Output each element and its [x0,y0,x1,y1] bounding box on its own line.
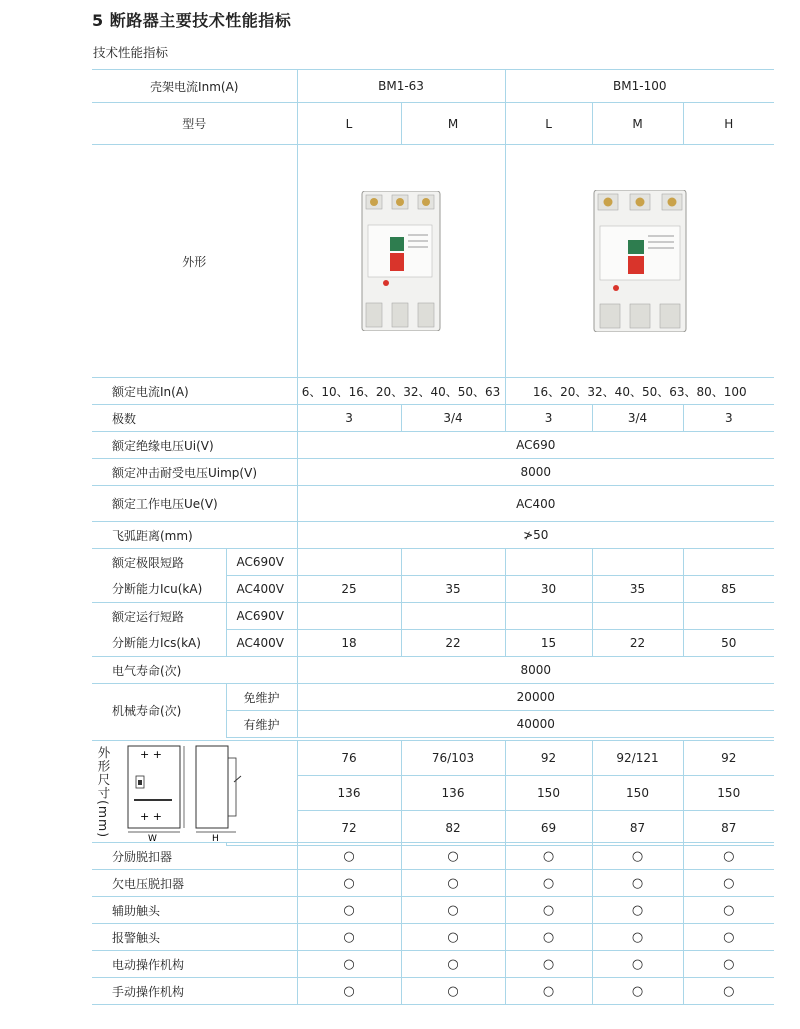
mech-life-label: 机械寿命(次) [92,684,226,738]
ics-label-1: 额定运行短路 [92,603,226,630]
drawing-w-text: W [148,834,157,842]
dim-h-cell: 69 [505,811,592,846]
empty-cell [683,549,774,576]
accessory-mark: ○ [401,951,505,978]
dim-w-cell: 76 [297,741,401,776]
accessory-mark: ○ [592,924,683,951]
mech-free-value: 20000 [297,684,774,711]
dim-h-cell: 82 [401,811,505,846]
ue-label: 额定工作电压Ue(V) [92,486,297,522]
breaker-image-bm1-63 [297,145,505,378]
empty-cell [297,549,401,576]
poles-cell: 3 [683,405,774,432]
poles-cell: 3 [297,405,401,432]
accessory-mark: ○ [297,978,401,1005]
ics-row-690 [92,603,774,630]
accessory-mark: ○ [401,897,505,924]
dimension-drawing-main [114,742,264,842]
dim-drawing-overlay [92,740,297,843]
icu-cell: 30 [505,576,592,603]
frame-bm1-63: BM1-63 [297,70,505,103]
dim-l-cell: 150 [505,776,592,811]
ui-label: 额定绝缘电压Ui(V) [92,432,297,459]
accessory-mark: ○ [505,870,592,897]
empty-cell [683,603,774,630]
uimp-value: 8000 [297,459,774,486]
spec-table [92,69,774,738]
accessory-mark: ○ [683,978,774,1005]
rated-current-label: 额定电流In(A) [92,378,297,405]
sub-title: 技术性能指标 [93,45,169,60]
dim-l-cell: 150 [592,776,683,811]
mech-maint-value: 40000 [297,711,774,738]
accessory-mark: ○ [297,924,401,951]
accessory-mark: ○ [683,897,774,924]
ics-cell: 15 [505,630,592,657]
accessory-mark: ○ [505,951,592,978]
empty-cell [505,549,592,576]
breaker-bm1-63-illustration [360,191,442,331]
ics-cell: 50 [683,630,774,657]
rated-current-row [92,378,774,405]
model-cell: M [401,103,505,145]
ue-row [92,486,774,522]
ue-value: AC400 [297,486,774,522]
icu-label-2: 分断能力Icu(kA) [112,582,203,597]
icu-row-690 [92,549,774,576]
accessory-mark: ○ [505,924,592,951]
poles-cell: 3/4 [401,405,505,432]
accessory-mark: ○ [592,897,683,924]
accessory-name: 手动操作机构 [92,978,297,1005]
elec-life-value: 8000 [297,657,774,684]
ics-ac690: AC690V [226,603,297,630]
accessory-mark: ○ [401,843,505,870]
accessory-row [92,951,774,978]
section-title: 5 断路器主要技术性能指标 [92,11,292,30]
accessory-name: 欠电压脱扣器 [92,870,297,897]
accessory-mark: ○ [683,870,774,897]
arc-label: 飞弧距离(mm) [92,522,297,549]
accessory-mark: ○ [297,870,401,897]
elec-life-row [92,657,774,684]
breaker-image-bm1-100 [505,145,774,378]
dim-l-cell: 136 [401,776,505,811]
model-cell: M [592,103,683,145]
accessory-mark: ○ [592,978,683,1005]
ics-cell: 22 [592,630,683,657]
frame-current-label: 壳架电流Inm(A) [92,70,297,103]
icu-cell: 35 [592,576,683,603]
accessory-mark: ○ [683,843,774,870]
poles-cell: 3/4 [592,405,683,432]
poles-row [92,405,774,432]
dim-h-cell: 72 [297,811,401,846]
mech-life-row-free [92,684,774,711]
accessory-row [92,843,774,870]
ics-cell: 22 [401,630,505,657]
dim-l-cell: 150 [683,776,774,811]
icu-ac400: AC400V [226,576,297,603]
accessory-mark: ○ [297,951,401,978]
empty-cell [401,603,505,630]
accessory-row [92,897,774,924]
accessory-mark: ○ [505,897,592,924]
accessory-name: 辅助触头 [92,897,297,924]
ui-value: AC690 [297,432,774,459]
svg-text:+ +: + + [140,748,162,761]
accessories-table [92,842,774,1005]
poles-cell: 3 [505,405,592,432]
arc-row [92,522,774,549]
dim-h-cell: 87 [683,811,774,846]
mech-free-label: 免维护 [226,684,297,711]
icu-label-1: 额定极限短路 [92,549,226,576]
dim-w-cell: 92 [505,741,592,776]
drawing-h-text: H [212,834,219,842]
empty-cell [592,549,683,576]
uimp-label: 额定冲击耐受电压Uimp(V) [92,459,297,486]
accessory-mark: ○ [297,843,401,870]
accessory-row [92,978,774,1005]
accessory-mark: ○ [592,843,683,870]
rated-current-63: 6、10、16、20、32、40、50、63 [297,378,505,405]
model-row [92,103,774,145]
ics-row-400 [92,630,774,657]
empty-cell [592,603,683,630]
appearance-label: 外形 [92,145,297,378]
mech-maint-label: 有维护 [226,711,297,738]
icu-cell: 85 [683,576,774,603]
accessory-row [92,924,774,951]
accessory-name: 报警触头 [92,924,297,951]
frame-row [92,70,774,103]
dim-h-cell: 87 [592,811,683,846]
model-label: 型号 [92,103,297,145]
accessory-mark: ○ [401,978,505,1005]
accessory-mark: ○ [401,924,505,951]
dim-w-cell: 92/121 [592,741,683,776]
appearance-row [92,145,774,378]
dim-label-text: 外形尺寸(mm) [96,745,111,839]
rated-current-100: 16、20、32、40、50、63、80、100 [505,378,774,405]
poles-label: 极数 [92,405,297,432]
model-cell: H [683,103,774,145]
empty-cell [505,603,592,630]
accessory-mark: ○ [683,924,774,951]
breaker-bm1-100-illustration [592,190,688,332]
accessory-mark: ○ [592,870,683,897]
uimp-row [92,459,774,486]
empty-cell [401,549,505,576]
arc-value: ≯50 [297,522,774,549]
dim-l-cell: 136 [297,776,401,811]
accessory-mark: ○ [505,843,592,870]
model-cell: L [505,103,592,145]
svg-text:+ +: + + [140,810,162,823]
icu-cell: 35 [401,576,505,603]
elec-life-label: 电气寿命(次) [92,657,297,684]
accessory-mark: ○ [683,951,774,978]
ics-cell: 18 [297,630,401,657]
accessory-mark: ○ [592,951,683,978]
icu-row-400 [92,576,774,603]
dim-w-cell: 76/103 [401,741,505,776]
accessory-mark: ○ [297,897,401,924]
ics-ac400: AC400V [226,630,297,657]
accessory-name: 电动操作机构 [92,951,297,978]
ui-row [92,432,774,459]
ics-label-2: 分断能力Ics(kA) [112,636,201,651]
accessory-name: 分励脱扣器 [92,843,297,870]
icu-ac690: AC690V [226,549,297,576]
icu-cell: 25 [297,576,401,603]
frame-bm1-100: BM1-100 [505,70,774,103]
dim-w-cell: 92 [683,741,774,776]
accessory-row [92,870,774,897]
accessory-mark: ○ [401,870,505,897]
accessory-mark: ○ [505,978,592,1005]
empty-cell [297,603,401,630]
model-cell: L [297,103,401,145]
